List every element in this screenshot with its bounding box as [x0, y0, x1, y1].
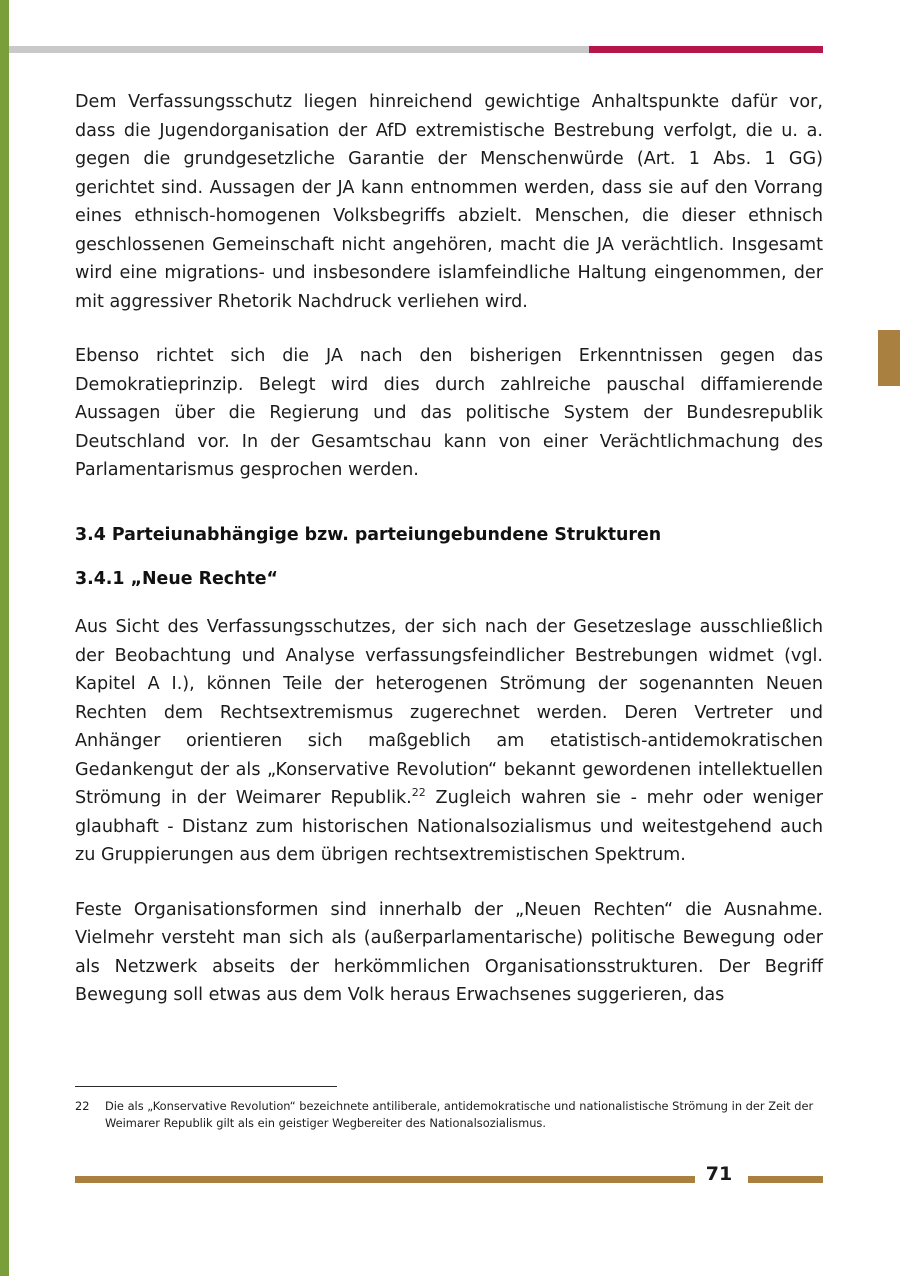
footer-bar-right	[748, 1176, 823, 1183]
page-number: 71	[705, 1163, 733, 1185]
top-rule-grey	[9, 46, 589, 53]
footnote-marker-22: 22	[411, 786, 426, 800]
footnote-item	[75, 1098, 835, 1132]
page-content	[75, 88, 823, 1010]
footnote-text: Die als „Konservative Revolution“ bezeichnete antiliberale, antidemokratische und nationalistische Strömung in der Zeit der Weimarer Republik gilt als ein geistiger Wegbereiter des Nationalsozialismus.	[105, 1099, 814, 1131]
paragraph-3-continued: Zugleich wahren sie - mehr oder weniger glaubhaft - Distanz zum historischen Nationalsozialismus und weitestgehend auch zu Gruppierungen aus dem übrigen rechtsextremistischen Spektrum.	[75, 788, 823, 866]
paragraph-3-text: Aus Sicht des Verfassungsschutzes, der sich nach der Gesetzeslage ausschließlich der Beobachtung und Analyse verfassungsfeindlicher Bestrebungen widmet (vgl. Kapitel A I.), können Teile der heterogenen Strömung der sogenannten Neuen Rechten dem Rechtsextremismus zugerechnet werden. Deren Vertreter und Anhänger orientieren sich maßgeblich am etatistisch-antidemokratischen Gedankengut der als „Konservative Revolution“ bekannt gewordenen intellektuellen Strömung in der Weimarer Republik.	[75, 617, 823, 809]
paragraph-3	[75, 613, 823, 870]
footnote-separator-rule	[75, 1086, 337, 1087]
paragraph-4: Feste Organisationsformen sind innerhalb der „Neuen Rechten“ die Ausnahme. Vielmehr versteht man sich als (außerparlamentarische) politische Bewegung oder als Netzwerk abseits der herkömmlichen Organisationsstrukturen. Der Begriff Bewegung soll etwas aus dem Volk heraus Erwachsenes suggerieren, das	[75, 899, 823, 1006]
footer-bar-left	[75, 1176, 695, 1183]
paragraph-2: Ebenso richtet sich die JA nach den bisherigen Erkenntnissen gegen das Demokratieprinzip. Belegt wird dies durch zahlreiche pauschal diffamierende Aussagen über die Regierung und das politische System der Bundesrepublik Deutschland vor. In der Gesamtschau kann von einer Verächtlichmachung des Parlamentarismus gesprochen werden.	[75, 346, 823, 480]
left-edge-color-bar	[0, 0, 9, 1276]
section-subheading: 3.4.1 „Neue Rechte“	[75, 568, 278, 589]
section-heading: 3.4 Parteiunabhängige bzw. parteiungebundene Strukturen	[75, 524, 662, 545]
footnote-number: 22	[75, 1099, 90, 1113]
paragraph-1: Dem Verfassungsschutz liegen hinreichend gewichtige Anhaltspunkte dafür vor, dass die Jugendorganisation der AfD extremistische Bestrebung verfolgt, die u. a. gegen die grundgesetzliche Garantie der Menschenwürde (Art. 1 Abs. 1 GG) gerichtet sind. Aussagen der JA kann entnommen werden, dass sie auf den Vorrang eines ethnisch-homogenen Volksbegriffs abzielt. Menschen, die dieser ethnisch geschlossenen Gemeinschaft nicht angehören, macht die JA verächtlich. Insgesamt wird eine migrations- und insbesondere islamfeindliche Haltung eingenommen, der mit aggressiver Rhetorik Nachdruck verliehen wird.	[75, 92, 823, 312]
top-rule-red	[589, 46, 823, 53]
footnote-area	[75, 1086, 835, 1132]
right-side-chapter-tab	[878, 330, 900, 386]
